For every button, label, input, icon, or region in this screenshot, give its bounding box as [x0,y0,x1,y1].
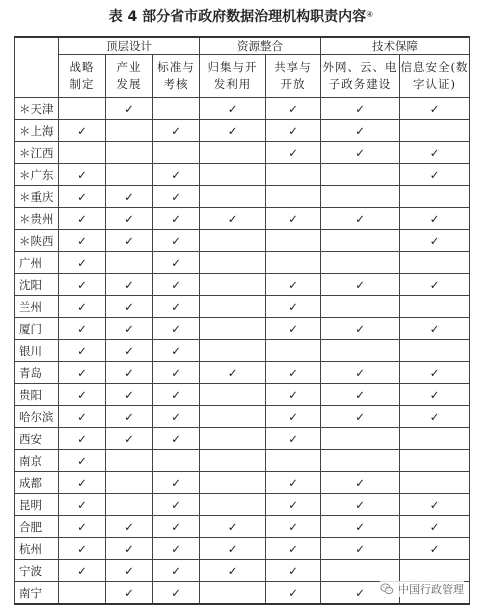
empty-cell [153,142,200,164]
table-row [15,208,470,230]
check-mark-icon: ✓ [321,208,400,230]
check-mark-icon: ✓ [106,340,153,362]
table-row [15,252,470,274]
column-header-line: 战略 [69,60,95,74]
table-row [15,560,470,582]
column-header-3 [153,55,200,98]
check-mark-icon: ✓ [106,208,153,230]
check-mark-icon: ✓ [59,340,106,362]
empty-cell [200,296,266,318]
check-mark-icon: ✓ [266,362,321,384]
check-mark-icon: ✓ [106,538,153,560]
check-mark-icon: ✓ [200,120,266,142]
empty-cell [266,164,321,186]
check-mark-icon: ✓ [200,560,266,582]
empty-cell [106,120,153,142]
empty-cell [400,340,470,362]
column-header-2 [106,55,153,98]
empty-cell [59,98,106,120]
column-header-7 [400,55,470,98]
check-mark-icon: ✓ [59,252,106,274]
check-mark-icon: ✓ [153,362,200,384]
check-mark-icon: ✓ [59,450,106,472]
check-mark-icon: ✓ [153,164,200,186]
city-name: 哈尔滨 [15,406,59,428]
check-mark-icon: ✓ [400,494,470,516]
check-mark-icon: ✓ [266,494,321,516]
empty-cell [266,252,321,274]
city-name: 银川 [15,340,59,362]
empty-cell [200,142,266,164]
column-header-6 [321,55,400,98]
check-mark-icon: ✓ [59,296,106,318]
table-row [15,384,470,406]
empty-cell [200,450,266,472]
check-mark-icon: ✓ [400,318,470,340]
check-mark-icon: ✓ [321,472,400,494]
check-mark-icon: ✓ [153,538,200,560]
column-header-line: 归集与开 [207,60,258,74]
empty-cell [266,450,321,472]
check-mark-icon: ✓ [153,582,200,605]
empty-cell [106,450,153,472]
check-mark-icon: ✓ [266,406,321,428]
wechat-icon [380,582,394,596]
table-row [15,318,470,340]
check-mark-icon: ✓ [200,208,266,230]
watermark-text: 中国行政管理 [398,583,464,596]
empty-cell [106,472,153,494]
city-name: 厦门 [15,318,59,340]
column-header-1 [59,55,106,98]
check-mark-icon: ✓ [400,164,470,186]
column-header-line: 产业 [116,60,142,74]
table-row [15,142,470,164]
check-mark-icon: ✓ [266,384,321,406]
check-mark-icon: ✓ [59,318,106,340]
check-mark-icon: ✓ [153,516,200,538]
check-mark-icon: ✓ [200,516,266,538]
table-title-note: ④ [366,10,374,19]
check-mark-icon: ✓ [106,98,153,120]
check-mark-icon: ✓ [106,296,153,318]
check-mark-icon: ✓ [106,318,153,340]
check-mark-icon: ✓ [106,230,153,252]
check-mark-icon: ✓ [400,142,470,164]
check-mark-icon: ✓ [59,230,106,252]
table-row [15,428,470,450]
check-mark-icon: ✓ [59,362,106,384]
column-header-line: 开放 [280,77,306,91]
city-name: 杭州 [15,538,59,560]
table-row [15,98,470,120]
table-row [15,450,470,472]
city-name: ＊上海 [15,120,59,142]
check-mark-icon: ✓ [266,318,321,340]
column-header-line: 子政务建设 [328,77,392,91]
table-row [15,538,470,560]
table-row [15,472,470,494]
check-mark-icon: ✓ [266,142,321,164]
city-name: 广州 [15,252,59,274]
empty-cell [400,450,470,472]
check-mark-icon: ✓ [266,274,321,296]
empty-cell [200,582,266,605]
check-mark-icon: ✓ [321,538,400,560]
check-mark-icon: ✓ [321,142,400,164]
check-mark-icon: ✓ [59,208,106,230]
empty-cell [200,252,266,274]
empty-cell [321,186,400,208]
table-title [0,6,482,28]
empty-cell [106,142,153,164]
check-mark-icon: ✓ [153,296,200,318]
empty-cell [200,384,266,406]
check-mark-icon: ✓ [400,406,470,428]
responsibility-table [14,36,470,605]
check-mark-icon: ✓ [321,98,400,120]
empty-cell [106,494,153,516]
check-mark-icon: ✓ [153,274,200,296]
empty-cell [200,230,266,252]
check-mark-icon: ✓ [321,274,400,296]
column-header-line: 发利用 [213,77,252,91]
check-mark-icon: ✓ [59,538,106,560]
empty-cell [266,230,321,252]
table-row [15,230,470,252]
column-header-row [15,55,470,98]
check-mark-icon: ✓ [321,406,400,428]
check-mark-icon: ✓ [200,362,266,384]
empty-cell [400,252,470,274]
check-mark-icon: ✓ [321,516,400,538]
column-header-line: 制定 [69,77,95,91]
check-mark-icon: ✓ [153,560,200,582]
empty-cell [400,428,470,450]
empty-cell [400,560,470,582]
empty-cell [321,230,400,252]
check-mark-icon: ✓ [266,120,321,142]
check-mark-icon: ✓ [59,428,106,450]
city-name: 成都 [15,472,59,494]
empty-cell [200,494,266,516]
group-header-top-design: 顶层设计 [59,37,200,55]
check-mark-icon: ✓ [266,296,321,318]
city-name: 南京 [15,450,59,472]
check-mark-icon: ✓ [106,186,153,208]
empty-cell [400,120,470,142]
empty-cell [321,296,400,318]
check-mark-icon: ✓ [106,406,153,428]
check-mark-icon: ✓ [321,494,400,516]
empty-cell [321,340,400,362]
check-mark-icon: ✓ [321,362,400,384]
check-mark-icon: ✓ [200,538,266,560]
check-mark-icon: ✓ [59,516,106,538]
empty-cell [153,98,200,120]
empty-cell [321,164,400,186]
check-mark-icon: ✓ [153,186,200,208]
check-mark-icon: ✓ [153,340,200,362]
city-name: 合肥 [15,516,59,538]
check-mark-icon: ✓ [59,560,106,582]
check-mark-icon: ✓ [106,582,153,605]
check-mark-icon: ✓ [400,274,470,296]
table-row [15,120,470,142]
check-mark-icon: ✓ [59,274,106,296]
check-mark-icon: ✓ [153,384,200,406]
check-mark-icon: ✓ [59,472,106,494]
check-mark-icon: ✓ [321,384,400,406]
check-mark-icon: ✓ [321,120,400,142]
check-mark-icon: ✓ [200,98,266,120]
check-mark-icon: ✓ [106,274,153,296]
table-row [15,274,470,296]
city-name: ＊重庆 [15,186,59,208]
group-header-tech: 技术保障 [321,37,470,55]
check-mark-icon: ✓ [59,164,106,186]
check-mark-icon: ✓ [266,208,321,230]
check-mark-icon: ✓ [400,384,470,406]
column-header-5 [266,55,321,98]
check-mark-icon: ✓ [153,230,200,252]
check-mark-icon: ✓ [266,428,321,450]
check-mark-icon: ✓ [106,516,153,538]
empty-cell [321,560,400,582]
check-mark-icon: ✓ [266,98,321,120]
city-name: ＊天津 [15,98,59,120]
column-header-line: 发展 [116,77,142,91]
check-mark-icon: ✓ [266,538,321,560]
check-mark-icon: ✓ [266,472,321,494]
table-row [15,340,470,362]
check-mark-icon: ✓ [106,428,153,450]
empty-cell [200,318,266,340]
empty-cell [59,142,106,164]
watermark [380,581,464,597]
empty-cell [106,164,153,186]
column-header-4 [200,55,266,98]
table-title-text: 表 4 部分省市政府数据治理机构职责内容 [108,9,367,25]
empty-cell [400,472,470,494]
check-mark-icon: ✓ [321,582,400,605]
check-mark-icon: ✓ [153,252,200,274]
table-row [15,186,470,208]
check-mark-icon: ✓ [153,318,200,340]
group-header-resource: 资源整合 [200,37,321,55]
check-mark-icon: ✓ [266,516,321,538]
city-name: 青岛 [15,362,59,384]
check-mark-icon: ✓ [153,120,200,142]
check-mark-icon: ✓ [266,560,321,582]
column-header-line: 信息安全(数 [400,60,469,74]
table-row [15,296,470,318]
empty-cell [200,340,266,362]
city-name: 贵阳 [15,384,59,406]
city-name: ＊广东 [15,164,59,186]
city-name: 兰州 [15,296,59,318]
check-mark-icon: ✓ [153,494,200,516]
empty-cell [400,296,470,318]
empty-cell [59,582,106,605]
empty-cell [266,340,321,362]
city-name: 昆明 [15,494,59,516]
empty-cell [153,450,200,472]
check-mark-icon: ✓ [59,120,106,142]
city-name: ＊贵州 [15,208,59,230]
empty-cell [200,186,266,208]
empty-cell [321,428,400,450]
check-mark-icon: ✓ [106,384,153,406]
empty-cell [200,164,266,186]
check-mark-icon: ✓ [59,406,106,428]
empty-cell [400,186,470,208]
empty-cell [266,186,321,208]
table-row [15,516,470,538]
check-mark-icon: ✓ [400,230,470,252]
group-header-row [15,37,470,55]
city-name: 西安 [15,428,59,450]
city-name: 南宁 [15,582,59,605]
check-mark-icon: ✓ [400,516,470,538]
empty-cell [200,406,266,428]
check-mark-icon: ✓ [59,186,106,208]
table-row [15,406,470,428]
empty-cell [200,428,266,450]
corner-cell [15,37,59,98]
empty-cell [200,472,266,494]
city-name: 宁波 [15,560,59,582]
check-mark-icon: ✓ [153,406,200,428]
check-mark-icon: ✓ [400,98,470,120]
check-mark-icon: ✓ [153,208,200,230]
column-header-line: 外网、云、电 [322,60,398,74]
check-mark-icon: ✓ [59,384,106,406]
table-row [15,362,470,384]
check-mark-icon: ✓ [400,362,470,384]
check-mark-icon: ✓ [266,582,321,605]
check-mark-icon: ✓ [59,494,106,516]
column-header-line: 标准与 [157,60,195,74]
empty-cell [200,274,266,296]
column-header-line: 考核 [163,77,189,91]
check-mark-icon: ✓ [400,538,470,560]
column-header-line: 共享与 [274,60,312,74]
check-mark-icon: ✓ [321,318,400,340]
empty-cell [321,450,400,472]
check-mark-icon: ✓ [153,472,200,494]
column-header-line: 字认证) [413,77,457,91]
check-mark-icon: ✓ [153,428,200,450]
table-row [15,164,470,186]
city-name: ＊江西 [15,142,59,164]
check-mark-icon: ✓ [106,362,153,384]
empty-cell [321,252,400,274]
city-name: ＊陕西 [15,230,59,252]
table-row [15,494,470,516]
check-mark-icon: ✓ [106,560,153,582]
city-name: 沈阳 [15,274,59,296]
table-body [15,98,470,605]
empty-cell [106,252,153,274]
check-mark-icon: ✓ [400,208,470,230]
